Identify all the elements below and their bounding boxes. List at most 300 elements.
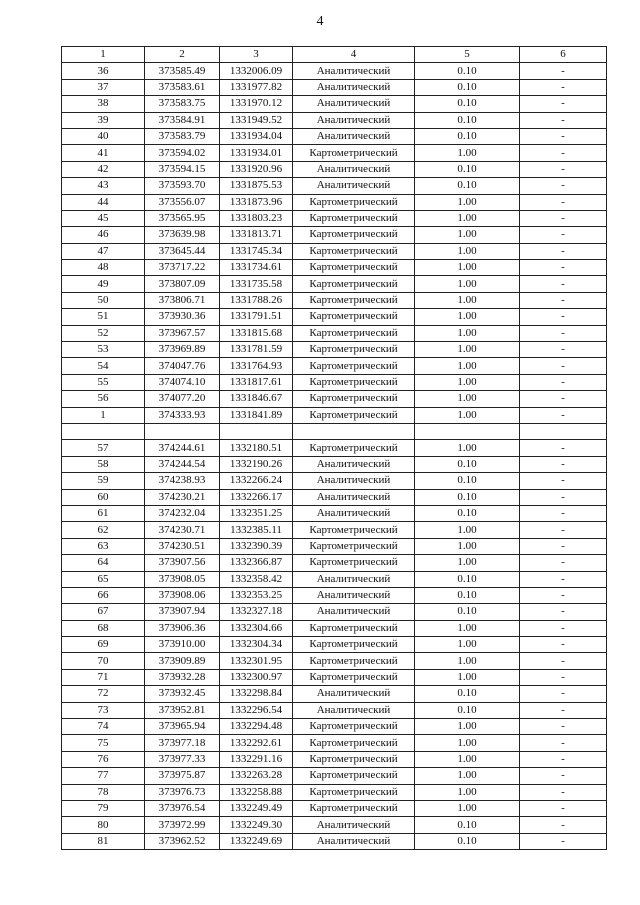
cell-method: Аналитический — [293, 473, 415, 489]
table-row — [62, 833, 607, 849]
cell-point-number: 58 — [62, 456, 145, 472]
cell-x-coordinate: 373909.89 — [145, 653, 220, 669]
cell-accuracy: 0.10 — [415, 505, 520, 521]
header-row — [62, 47, 607, 63]
cell-accuracy: 1.00 — [415, 440, 520, 456]
cell-y-coordinate: 1332190.26 — [220, 456, 293, 472]
cell-method: Картометрический — [293, 342, 415, 358]
cell-method — [293, 423, 415, 439]
cell-accuracy: 1.00 — [415, 342, 520, 358]
cell-point-number: 41 — [62, 145, 145, 161]
cell-point-number: 80 — [62, 817, 145, 833]
cell-accuracy — [415, 423, 520, 439]
cell-y-coordinate: 1331875.53 — [220, 178, 293, 194]
cell-accuracy: 1.00 — [415, 653, 520, 669]
cell-method: Картометрический — [293, 669, 415, 685]
cell-method: Картометрический — [293, 260, 415, 276]
cell-note: - — [520, 669, 607, 685]
cell-note: - — [520, 702, 607, 718]
cell-accuracy: 0.10 — [415, 128, 520, 144]
cell-accuracy: 1.00 — [415, 309, 520, 325]
cell-accuracy: 0.10 — [415, 702, 520, 718]
cell-point-number: 45 — [62, 210, 145, 226]
cell-x-coordinate: 373585.49 — [145, 63, 220, 79]
cell-method: Картометрический — [293, 407, 415, 423]
cell-y-coordinate: 1332266.17 — [220, 489, 293, 505]
cell-accuracy: 1.00 — [415, 800, 520, 816]
table-row — [62, 145, 607, 161]
cell-point-number: 40 — [62, 128, 145, 144]
table-row — [62, 309, 607, 325]
cell-x-coordinate: 373908.06 — [145, 587, 220, 603]
cell-note — [520, 423, 607, 439]
cell-accuracy: 1.00 — [415, 538, 520, 554]
cell-x-coordinate: 373930.36 — [145, 309, 220, 325]
cell-point-number: 72 — [62, 686, 145, 702]
table-row — [62, 768, 607, 784]
cell-point-number: 49 — [62, 276, 145, 292]
cell-note: - — [520, 374, 607, 390]
table-row — [62, 194, 607, 210]
cell-point-number: 68 — [62, 620, 145, 636]
cell-y-coordinate: 1331970.12 — [220, 96, 293, 112]
table-row — [62, 260, 607, 276]
cell-point-number: 46 — [62, 227, 145, 243]
table-row — [62, 653, 607, 669]
cell-y-coordinate: 1331791.51 — [220, 309, 293, 325]
cell-accuracy: 1.00 — [415, 768, 520, 784]
column-header-3: 3 — [220, 47, 293, 63]
cell-accuracy: 1.00 — [415, 391, 520, 407]
cell-method: Картометрический — [293, 440, 415, 456]
cell-note: - — [520, 112, 607, 128]
cell-note: - — [520, 145, 607, 161]
cell-point-number: 1 — [62, 407, 145, 423]
cell-point-number: 75 — [62, 735, 145, 751]
cell-x-coordinate: 373977.33 — [145, 751, 220, 767]
cell-method: Картометрический — [293, 309, 415, 325]
table-row — [62, 96, 607, 112]
cell-point-number: 38 — [62, 96, 145, 112]
cell-method: Картометрический — [293, 145, 415, 161]
cell-y-coordinate: 1332304.66 — [220, 620, 293, 636]
cell-point-number: 53 — [62, 342, 145, 358]
cell-y-coordinate: 1331873.96 — [220, 194, 293, 210]
cell-accuracy: 1.00 — [415, 784, 520, 800]
cell-accuracy: 0.10 — [415, 686, 520, 702]
cell-x-coordinate: 373594.15 — [145, 161, 220, 177]
cell-x-coordinate: 374244.61 — [145, 440, 220, 456]
cell-method: Аналитический — [293, 587, 415, 603]
cell-method: Картометрический — [293, 276, 415, 292]
cell-y-coordinate: 1332291.16 — [220, 751, 293, 767]
cell-point-number: 76 — [62, 751, 145, 767]
cell-method: Картометрический — [293, 538, 415, 554]
cell-x-coordinate: 373969.89 — [145, 342, 220, 358]
cell-accuracy: 1.00 — [415, 637, 520, 653]
table-body — [62, 63, 607, 850]
table-row — [62, 555, 607, 571]
cell-accuracy: 0.10 — [415, 817, 520, 833]
cell-point-number: 65 — [62, 571, 145, 587]
table-row — [62, 702, 607, 718]
cell-method: Аналитический — [293, 128, 415, 144]
table-row — [62, 637, 607, 653]
cell-method: Картометрический — [293, 800, 415, 816]
cell-y-coordinate: 1331735.58 — [220, 276, 293, 292]
table-header — [62, 47, 607, 63]
cell-accuracy: 1.00 — [415, 276, 520, 292]
cell-point-number: 47 — [62, 243, 145, 259]
cell-point-number: 64 — [62, 555, 145, 571]
table-row — [62, 686, 607, 702]
cell-x-coordinate: 373972.99 — [145, 817, 220, 833]
cell-note: - — [520, 833, 607, 849]
cell-x-coordinate: 373594.02 — [145, 145, 220, 161]
cell-method: Картометрический — [293, 637, 415, 653]
cell-y-coordinate: 1331934.01 — [220, 145, 293, 161]
cell-method: Картометрический — [293, 194, 415, 210]
cell-point-number: 50 — [62, 292, 145, 308]
cell-y-coordinate: 1332263.28 — [220, 768, 293, 784]
cell-x-coordinate: 373807.09 — [145, 276, 220, 292]
cell-note: - — [520, 522, 607, 538]
cell-point-number: 56 — [62, 391, 145, 407]
cell-accuracy: 0.10 — [415, 96, 520, 112]
cell-note: - — [520, 620, 607, 636]
cell-point-number: 42 — [62, 161, 145, 177]
cell-note: - — [520, 571, 607, 587]
cell-x-coordinate — [145, 423, 220, 439]
cell-x-coordinate: 373967.57 — [145, 325, 220, 341]
cell-y-coordinate: 1332351.25 — [220, 505, 293, 521]
table-row — [62, 227, 607, 243]
cell-note: - — [520, 604, 607, 620]
cell-x-coordinate: 374333.93 — [145, 407, 220, 423]
cell-point-number: 62 — [62, 522, 145, 538]
cell-y-coordinate: 1331817.61 — [220, 374, 293, 390]
cell-y-coordinate: 1331788.26 — [220, 292, 293, 308]
cell-note: - — [520, 96, 607, 112]
cell-accuracy: 1.00 — [415, 260, 520, 276]
cell-note: - — [520, 194, 607, 210]
cell-method: Картометрический — [293, 719, 415, 735]
cell-accuracy: 0.10 — [415, 604, 520, 620]
cell-x-coordinate: 373583.79 — [145, 128, 220, 144]
cell-method: Картометрический — [293, 243, 415, 259]
cell-x-coordinate: 373593.70 — [145, 178, 220, 194]
cell-point-number — [62, 423, 145, 439]
cell-x-coordinate: 373907.94 — [145, 604, 220, 620]
cell-note: - — [520, 637, 607, 653]
cell-x-coordinate: 373583.61 — [145, 79, 220, 95]
cell-method: Аналитический — [293, 161, 415, 177]
cell-method: Аналитический — [293, 686, 415, 702]
cell-note: - — [520, 456, 607, 472]
cell-note: - — [520, 210, 607, 226]
table-row — [62, 784, 607, 800]
cell-y-coordinate: 1332298.84 — [220, 686, 293, 702]
cell-y-coordinate: 1331841.89 — [220, 407, 293, 423]
cell-point-number: 59 — [62, 473, 145, 489]
cell-point-number: 74 — [62, 719, 145, 735]
cell-note: - — [520, 735, 607, 751]
table-row — [62, 423, 607, 439]
cell-note: - — [520, 489, 607, 505]
column-header-5: 5 — [415, 47, 520, 63]
cell-y-coordinate: 1332385.11 — [220, 522, 293, 538]
cell-note: - — [520, 719, 607, 735]
cell-point-number: 66 — [62, 587, 145, 603]
cell-accuracy: 1.00 — [415, 719, 520, 735]
cell-accuracy: 1.00 — [415, 145, 520, 161]
cell-point-number: 73 — [62, 702, 145, 718]
cell-note: - — [520, 391, 607, 407]
cell-x-coordinate: 374230.71 — [145, 522, 220, 538]
cell-note: - — [520, 817, 607, 833]
cell-note: - — [520, 243, 607, 259]
cell-point-number: 77 — [62, 768, 145, 784]
cell-accuracy: 0.10 — [415, 473, 520, 489]
cell-x-coordinate: 374230.21 — [145, 489, 220, 505]
cell-note: - — [520, 587, 607, 603]
cell-note: - — [520, 227, 607, 243]
cell-note: - — [520, 63, 607, 79]
cell-x-coordinate: 373976.73 — [145, 784, 220, 800]
cell-note: - — [520, 276, 607, 292]
cell-accuracy: 0.10 — [415, 161, 520, 177]
cell-method: Картометрический — [293, 522, 415, 538]
cell-method: Картометрический — [293, 784, 415, 800]
cell-x-coordinate: 373932.45 — [145, 686, 220, 702]
cell-note: - — [520, 178, 607, 194]
cell-method: Картометрический — [293, 555, 415, 571]
cell-y-coordinate: 1332353.25 — [220, 587, 293, 603]
cell-method: Картометрический — [293, 391, 415, 407]
cell-y-coordinate: 1331745.34 — [220, 243, 293, 259]
cell-point-number: 44 — [62, 194, 145, 210]
cell-accuracy: 0.10 — [415, 456, 520, 472]
cell-x-coordinate: 373584.91 — [145, 112, 220, 128]
table-row — [62, 79, 607, 95]
cell-x-coordinate: 373645.44 — [145, 243, 220, 259]
cell-note: - — [520, 358, 607, 374]
table-row — [62, 325, 607, 341]
table-row — [62, 587, 607, 603]
cell-method: Картометрический — [293, 227, 415, 243]
cell-method: Аналитический — [293, 817, 415, 833]
cell-note: - — [520, 128, 607, 144]
cell-x-coordinate: 373932.28 — [145, 669, 220, 685]
cell-accuracy: 1.00 — [415, 669, 520, 685]
table-row — [62, 620, 607, 636]
table-row — [62, 751, 607, 767]
cell-y-coordinate: 1331920.96 — [220, 161, 293, 177]
cell-x-coordinate: 374244.54 — [145, 456, 220, 472]
cell-note: - — [520, 407, 607, 423]
cell-method: Картометрический — [293, 358, 415, 374]
cell-y-coordinate: 1332300.97 — [220, 669, 293, 685]
cell-y-coordinate: 1332296.54 — [220, 702, 293, 718]
cell-point-number: 51 — [62, 309, 145, 325]
cell-method: Аналитический — [293, 571, 415, 587]
cell-x-coordinate: 373976.54 — [145, 800, 220, 816]
cell-y-coordinate: 1332301.95 — [220, 653, 293, 669]
cell-y-coordinate: 1332249.30 — [220, 817, 293, 833]
cell-accuracy: 1.00 — [415, 735, 520, 751]
cell-note: - — [520, 505, 607, 521]
table-row — [62, 505, 607, 521]
cell-method: Аналитический — [293, 489, 415, 505]
cell-point-number: 60 — [62, 489, 145, 505]
cell-note: - — [520, 784, 607, 800]
table-row — [62, 63, 607, 79]
cell-y-coordinate: 1332390.39 — [220, 538, 293, 554]
cell-y-coordinate: 1332366.87 — [220, 555, 293, 571]
cell-accuracy: 0.10 — [415, 587, 520, 603]
cell-method: Аналитический — [293, 505, 415, 521]
table-row — [62, 112, 607, 128]
cell-note: - — [520, 79, 607, 95]
cell-y-coordinate: 1332327.18 — [220, 604, 293, 620]
cell-y-coordinate: 1331949.52 — [220, 112, 293, 128]
cell-accuracy: 0.10 — [415, 833, 520, 849]
cell-point-number: 36 — [62, 63, 145, 79]
cell-point-number: 79 — [62, 800, 145, 816]
cell-x-coordinate: 373952.81 — [145, 702, 220, 718]
cell-method: Картометрический — [293, 768, 415, 784]
cell-y-coordinate: 1332294.48 — [220, 719, 293, 735]
cell-y-coordinate — [220, 423, 293, 439]
table-row — [62, 522, 607, 538]
table-row — [62, 735, 607, 751]
cell-method: Аналитический — [293, 63, 415, 79]
cell-point-number: 52 — [62, 325, 145, 341]
cell-accuracy: 1.00 — [415, 358, 520, 374]
table-row — [62, 276, 607, 292]
cell-accuracy: 1.00 — [415, 374, 520, 390]
column-header-2: 2 — [145, 47, 220, 63]
cell-x-coordinate: 373907.56 — [145, 555, 220, 571]
table-row — [62, 456, 607, 472]
table-row — [62, 571, 607, 587]
cell-note: - — [520, 473, 607, 489]
cell-accuracy: 0.10 — [415, 79, 520, 95]
cell-x-coordinate: 373908.05 — [145, 571, 220, 587]
column-header-1: 1 — [62, 47, 145, 63]
cell-method: Картометрический — [293, 620, 415, 636]
table-row — [62, 407, 607, 423]
cell-point-number: 78 — [62, 784, 145, 800]
cell-y-coordinate: 1332304.34 — [220, 637, 293, 653]
cell-method: Картометрический — [293, 325, 415, 341]
cell-point-number: 70 — [62, 653, 145, 669]
cell-x-coordinate: 373556.07 — [145, 194, 220, 210]
cell-point-number: 37 — [62, 79, 145, 95]
table-row — [62, 817, 607, 833]
cell-point-number: 69 — [62, 637, 145, 653]
cell-y-coordinate: 1331813.71 — [220, 227, 293, 243]
table-row — [62, 374, 607, 390]
cell-x-coordinate: 373806.71 — [145, 292, 220, 308]
cell-y-coordinate: 1332266.24 — [220, 473, 293, 489]
cell-point-number: 71 — [62, 669, 145, 685]
cell-x-coordinate: 374074.10 — [145, 374, 220, 390]
cell-point-number: 55 — [62, 374, 145, 390]
cell-point-number: 57 — [62, 440, 145, 456]
cell-y-coordinate: 1331734.61 — [220, 260, 293, 276]
cell-y-coordinate: 1331977.82 — [220, 79, 293, 95]
table-row — [62, 128, 607, 144]
cell-method: Аналитический — [293, 456, 415, 472]
cell-accuracy: 0.10 — [415, 571, 520, 587]
cell-method: Картометрический — [293, 653, 415, 669]
cell-x-coordinate: 373977.18 — [145, 735, 220, 751]
cell-note: - — [520, 768, 607, 784]
cell-note: - — [520, 555, 607, 571]
cell-accuracy: 0.10 — [415, 489, 520, 505]
cell-x-coordinate: 374077.20 — [145, 391, 220, 407]
cell-y-coordinate: 1332180.51 — [220, 440, 293, 456]
cell-point-number: 54 — [62, 358, 145, 374]
table-row — [62, 210, 607, 226]
cell-y-coordinate: 1332249.69 — [220, 833, 293, 849]
table-row — [62, 391, 607, 407]
cell-accuracy: 1.00 — [415, 407, 520, 423]
cell-y-coordinate: 1331764.93 — [220, 358, 293, 374]
cell-note: - — [520, 325, 607, 341]
column-header-4: 4 — [293, 47, 415, 63]
cell-y-coordinate: 1332358.42 — [220, 571, 293, 587]
cell-note: - — [520, 538, 607, 554]
cell-x-coordinate: 373965.94 — [145, 719, 220, 735]
cell-note: - — [520, 800, 607, 816]
cell-note: - — [520, 260, 607, 276]
cell-method: Картометрический — [293, 210, 415, 226]
cell-accuracy: 1.00 — [415, 210, 520, 226]
table-row — [62, 473, 607, 489]
table-row — [62, 489, 607, 505]
cell-method: Аналитический — [293, 702, 415, 718]
cell-y-coordinate: 1332006.09 — [220, 63, 293, 79]
cell-point-number: 61 — [62, 505, 145, 521]
cell-note: - — [520, 342, 607, 358]
cell-point-number: 43 — [62, 178, 145, 194]
cell-method: Аналитический — [293, 96, 415, 112]
cell-x-coordinate: 373583.75 — [145, 96, 220, 112]
cell-y-coordinate: 1332249.49 — [220, 800, 293, 816]
cell-method: Аналитический — [293, 604, 415, 620]
table-row — [62, 358, 607, 374]
table-row — [62, 342, 607, 358]
cell-method: Картометрический — [293, 735, 415, 751]
cell-method: Аналитический — [293, 79, 415, 95]
table-row — [62, 800, 607, 816]
cell-x-coordinate: 374232.04 — [145, 505, 220, 521]
cell-method: Аналитический — [293, 112, 415, 128]
cell-x-coordinate: 373639.98 — [145, 227, 220, 243]
cell-point-number: 39 — [62, 112, 145, 128]
cell-point-number: 67 — [62, 604, 145, 620]
column-header-6: 6 — [520, 47, 607, 63]
cell-x-coordinate: 373565.95 — [145, 210, 220, 226]
table-row — [62, 440, 607, 456]
cell-accuracy: 1.00 — [415, 325, 520, 341]
cell-point-number: 48 — [62, 260, 145, 276]
cell-accuracy: 1.00 — [415, 194, 520, 210]
cell-y-coordinate: 1332258.88 — [220, 784, 293, 800]
cell-note: - — [520, 292, 607, 308]
